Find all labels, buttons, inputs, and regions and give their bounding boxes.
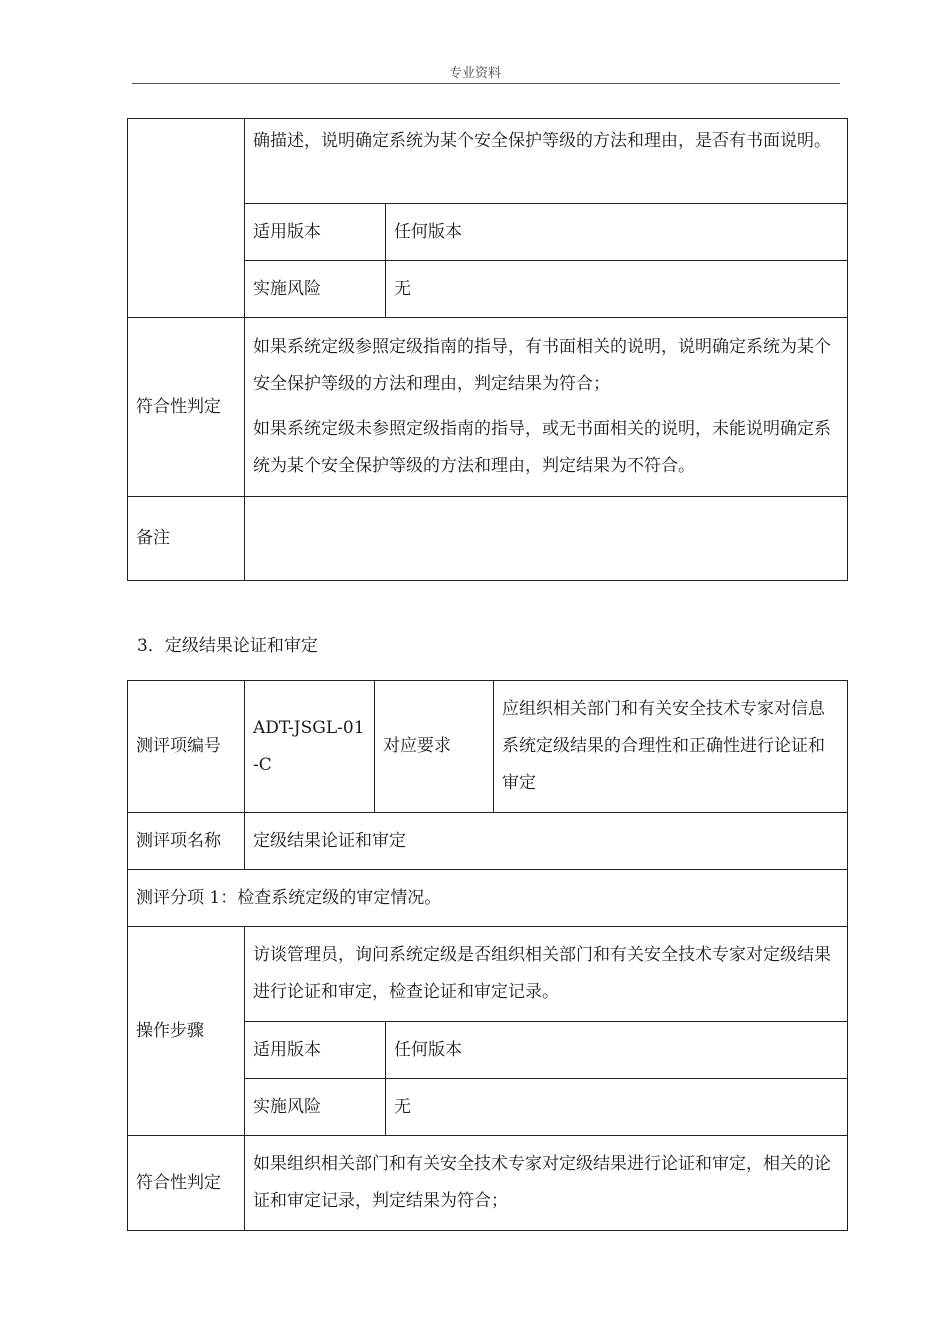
implementation-risk-label: 实施风险 [245,1079,386,1136]
requirement-value: 应组织相关部门和有关安全技术专家对信息系统定级结果的合理性和正确性进行论证和审定 [494,681,848,813]
compliance-pass-criteria: 如果系统定级参照定级指南的指导，有书面相关的说明，说明确定系统为某个安全保护等级的方法和理由，判定结果为符合； [253,337,831,394]
operation-label: 操作步骤 [128,927,245,1136]
item-code-value: ADT-JSGL-01-C [245,681,375,813]
remarks-label: 备注 [128,497,245,581]
page-header-title: 专业资料 [448,66,501,81]
applicable-version-label: 适用版本 [245,1022,386,1079]
evaluation-table-grading-review [127,680,848,1231]
operation-description: 访谈管理员，询问系统定级是否组织相关部门和有关安全技术专家对定级结果进行论证和审定，检查论证和审定记录。 [245,927,848,1022]
applicable-version-value: 任何版本 [386,204,848,261]
compliance-fail-criteria: 如果系统定级未参照定级指南的指导，或无书面相关的说明，未能说明确定系统为某个安全保护等级的方法和理由，判定结果为不符合。 [253,419,831,476]
compliance-pass-criteria: 如果组织相关部门和有关安全技术专家对定级结果进行论证和审定，相关的论证和审定记录，判定结果为符合； [245,1136,848,1231]
compliance-criteria [245,318,848,497]
subitem-description: 测评分项 1：检查系统定级的审定情况。 [128,870,848,927]
evaluation-table-continued [127,118,848,581]
implementation-risk-value: 无 [386,1079,848,1136]
implementation-risk-label: 实施风险 [245,261,386,318]
header-divider [132,83,840,84]
item-name-label: 测评项名称 [128,813,245,870]
applicable-version-value: 任何版本 [386,1022,848,1079]
operation-label-cell [128,119,245,318]
implementation-risk-value: 无 [386,261,848,318]
operation-description: 确描述，说明确定系统为某个安全保护等级的方法和理由，是否有书面说明。 [245,119,848,204]
remarks-value [245,497,848,581]
compliance-label: 符合性判定 [128,318,245,497]
item-code-label: 测评项编号 [128,681,245,813]
section-heading: 3．定级结果论证和审定 [137,636,318,656]
compliance-label: 符合性判定 [128,1136,245,1231]
requirement-label: 对应要求 [375,681,494,813]
applicable-version-label: 适用版本 [245,204,386,261]
item-name-value: 定级结果论证和审定 [245,813,848,870]
